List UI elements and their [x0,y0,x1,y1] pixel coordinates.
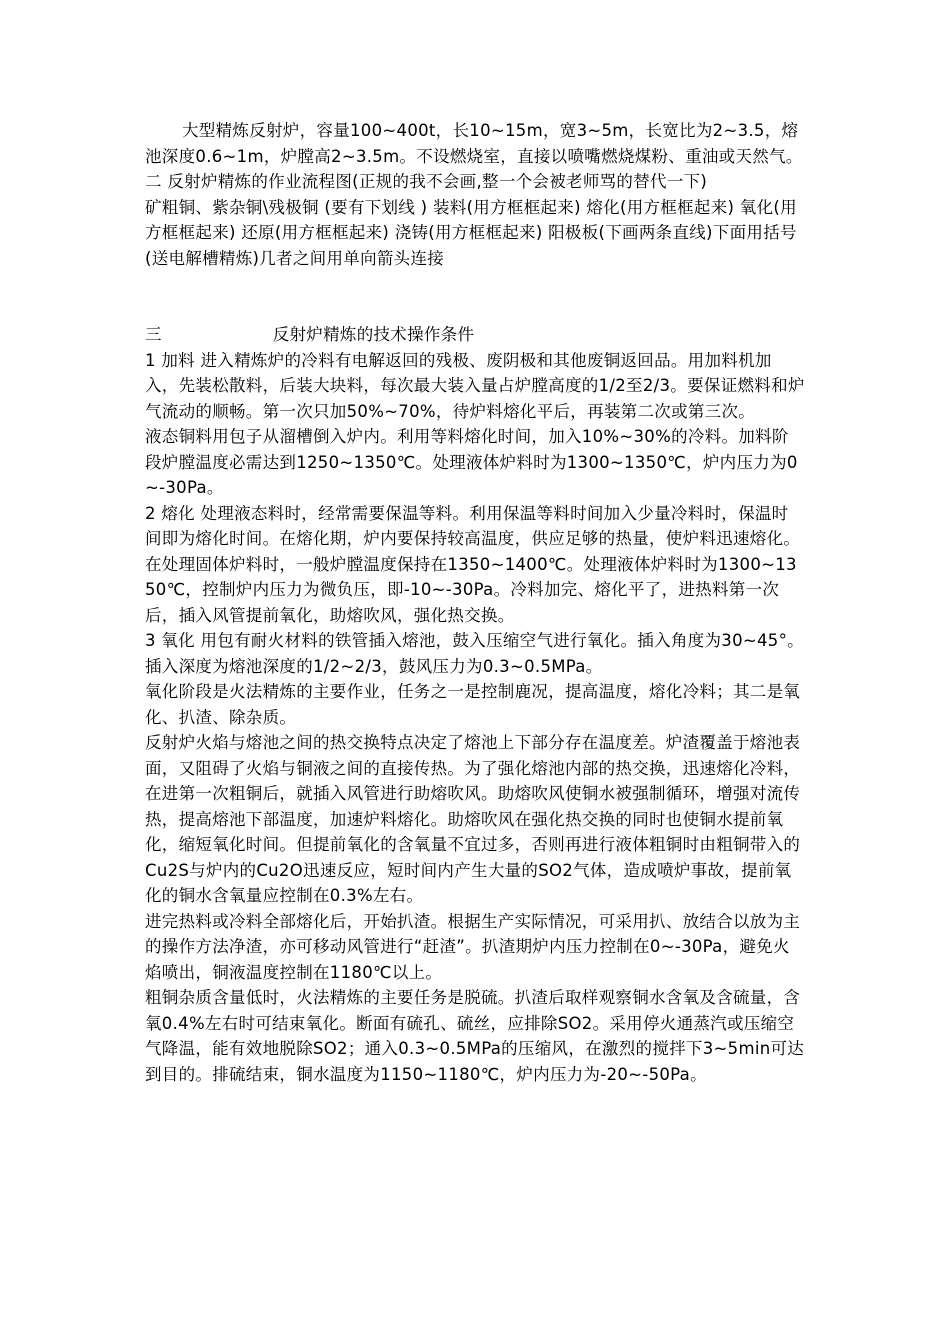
step-1-charging: 1 加料 进入精炼炉的冷料有电解返回的残极、废阴极和其他废铜返回品。用加料机加入，先装松散料，后装大块料，每次最大装入量占炉膛高度的1/2至2/3。要保证燃料和炉气流动的顺畅。第一次只加50%~70%，待炉料熔化平后，再装第二次或第三次。 [145,350,805,421]
document-body [145,118,805,1087]
intro-paragraph: 大型精炼反射炉，容量100~400t，长10~15m，宽3~5m，长宽比为2~3.5，熔池深度0.6~1m，炉膛高2~3.5m。不设燃烧室，直接以喷嘴燃烧煤粉、重油或天然气。 [145,121,803,166]
desulfurization-paragraph: 粗铜杂质含量低时，火法精炼的主要任务是脱硫。扒渣后取样观察铜水含氧及含硫量，含氧0.4%左右时可结束氧化。断面有硫孔、硫丝，应排除SO2。采用停火通蒸汽或压缩空气降温，能有效地脱除SO2；通入0.3~0.5MPa的压缩风，在激烈的搅拌下3~5min可达到目的。排硫结束，铜水温度为1150~1180℃，炉内压力为-20~-50Pa。 [145,988,805,1084]
flowchart-description: 矿粗铜、紫杂铜\残极铜 (要有下划线 ) 装料(用方框框起来) 熔化(用方框框起来) 氧化(用方框框起来) 还原(用方框框起来) 浇铸(用方框框起来) 阳极板(下画两条直线)下面用括号(送电解槽精炼)几者之间用单向箭头连接 [145,197,797,268]
blank-gap [145,271,805,322]
heat-exchange-paragraph: 反射炉火焰与熔池之间的热交换特点决定了熔池上下部分存在温度差。炉渣覆盖于熔池表面，又阻碍了火焰与铜液之间的直接传热。为了强化熔池内部的热交换，迅速熔化冷料，在进第一次粗铜后，就插入风管进行助熔吹风。助熔吹风使铜水被强制循环，增强对流传热，提高熔池下部温度，加速炉料熔化。助熔吹风在强化热交换的同时也使铜水提前氧化，缩短氧化时间。但提前氧化的含氧量不宜过多，否则再进行液体粗铜时由粗铜带入的Cu2S与炉内的Cu2O迅速反应，短时间内产生大量的SO2气体，造成喷炉事故，提前氧化的铜水含氧量应控制在0.3%左右。 [145,733,801,905]
section-two-heading: 二 反射炉精炼的作业流程图(正规的我不会画,整一个会被老师骂的替代一下) [145,172,708,191]
oxidation-stage-paragraph: 氧化阶段是火法精炼的主要作业，任务之一是控制鹿况，提高温度，熔化冷料；其二是氧化、扒渣、除杂质。 [145,682,801,727]
step-2-melting: 2 熔化 处理液态料时，经常需要保温等料。利用保温等料时间加入少量冷料时，保温时间即为熔化时间。在熔化期，炉内要保持较高温度，供应足够的热量，使炉料迅速熔化。在处理固体炉料时，一般炉膛温度保持在1350~1400℃。处理液体炉料时为1300~1350℃，控制炉内压力为微负压，即-10~-30Pa。冷料加完、熔化平了，进热料第一次后，插入风管提前氧化，助熔吹风，强化热交换。 [145,503,801,625]
section-three-heading: 三 反射炉精炼的技术操作条件 [145,325,475,344]
slag-removal-paragraph: 进完热料或冷料全部熔化后，开始扒渣。根据生产实际情况，可采用扒、放结合以放为主的操作方法净渣，亦可移动风管进行“赶渣”。扒渣期炉内压力控制在0~-30Pa，避免火焰喷出，铜液温度控制在1180℃以上。 [145,911,801,982]
step-3-oxidation: 3 氧化 用包有耐火材料的铁管插入熔池，鼓入压缩空气进行氧化。插入角度为30~45°。插入深度为熔池深度的1/2~2/3，鼓风压力为0.3~0.5MPa。 [145,631,804,676]
liquid-copper-paragraph: 液态铜料用包子从溜槽倒入炉内。利用等料熔化时间，加入10%~30%的冷料。加料阶段炉膛温度必需达到1250~1350℃。处理液体炉料时为1300~1350℃，炉内压力为0~-30Pa。 [145,427,798,497]
